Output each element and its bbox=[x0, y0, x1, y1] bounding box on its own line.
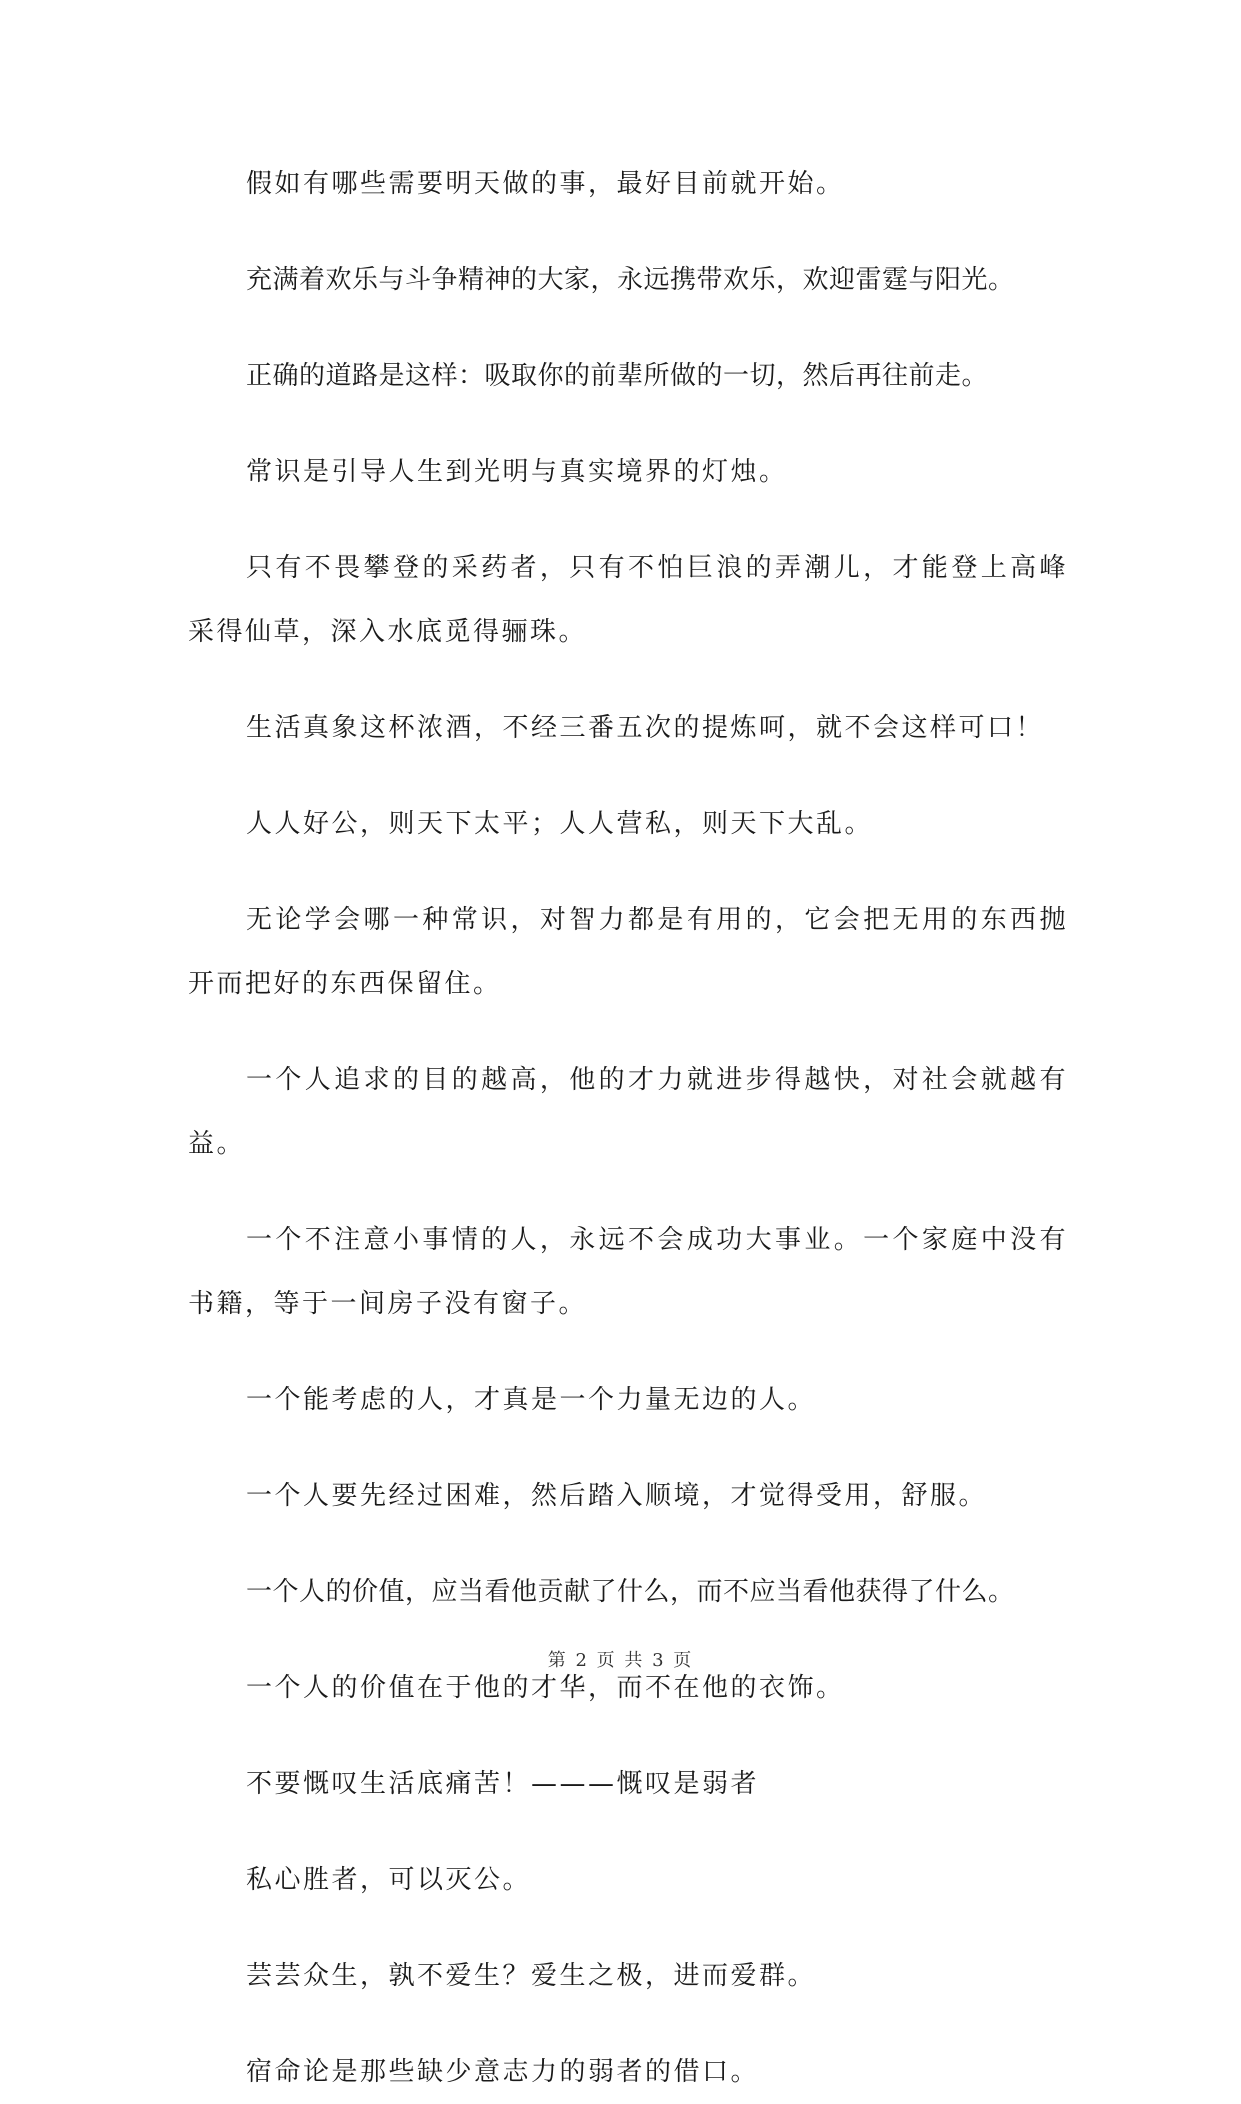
paragraph-10: 一个不注意小事情的人，永远不会成功大事业。一个家庭中没有书籍，等于一间房子没有窗子。 bbox=[188, 1225, 1068, 1319]
paragraph-14: 一个人的价值在于他的才华，而不在他的衣饰。 bbox=[246, 1673, 845, 1703]
paragraph-1: 假如有哪些需要明天做的事，最好目前就开始。 bbox=[246, 169, 845, 199]
paragraph-5: 只有不畏攀登的采药者，只有不怕巨浪的弄潮儿，才能登上高峰采得仙草，深入水底觅得骊珠。 bbox=[188, 553, 1068, 647]
paragraph-6: 生活真象这杯浓酒，不经三番五次的提炼呵，就不会这样可口！ bbox=[246, 713, 1045, 743]
paragraph-2: 充满着欢乐与斗争精神的大家，永远携带欢乐，欢迎雷霆与阳光。 bbox=[246, 265, 1015, 295]
paragraph-11: 一个能考虑的人，才真是一个力量无边的人。 bbox=[246, 1385, 817, 1415]
page-number-footer: 第 2 页 共 3 页 bbox=[547, 1650, 694, 1671]
paragraph-17: 芸芸众生，孰不爱生？爱生之极，进而爱群。 bbox=[246, 1961, 817, 1991]
body-text bbox=[188, 152, 1068, 2104]
paragraph-3: 正确的道路是这样：吸取你的前辈所做的一切，然后再往前走。 bbox=[246, 361, 989, 391]
paragraph-9: 一个人追求的目的越高，他的才力就进步得越快，对社会就越有益。 bbox=[188, 1065, 1068, 1159]
paragraph-7: 人人好公，则天下太平；人人营私，则天下大乱。 bbox=[246, 809, 874, 839]
paragraph-4: 常识是引导人生到光明与真实境界的灯烛。 bbox=[246, 457, 788, 487]
paragraph-13: 一个人的价值，应当看他贡献了什么，而不应当看他获得了什么。 bbox=[246, 1577, 1015, 1607]
paragraph-8: 无论学会哪一种常识，对智力都是有用的，它会把无用的东西抛开而把好的东西保留住。 bbox=[188, 905, 1068, 999]
paragraph-16: 私心胜者，可以灭公。 bbox=[246, 1865, 532, 1895]
paragraph-18: 宿命论是那些缺少意志力的弱者的借口。 bbox=[246, 2057, 760, 2087]
paragraph-15: 不要慨叹生活底痛苦！———慨叹是弱者 bbox=[246, 1769, 760, 1799]
paragraph-12: 一个人要先经过困难，然后踏入顺境，才觉得受用，舒服。 bbox=[246, 1481, 988, 1511]
